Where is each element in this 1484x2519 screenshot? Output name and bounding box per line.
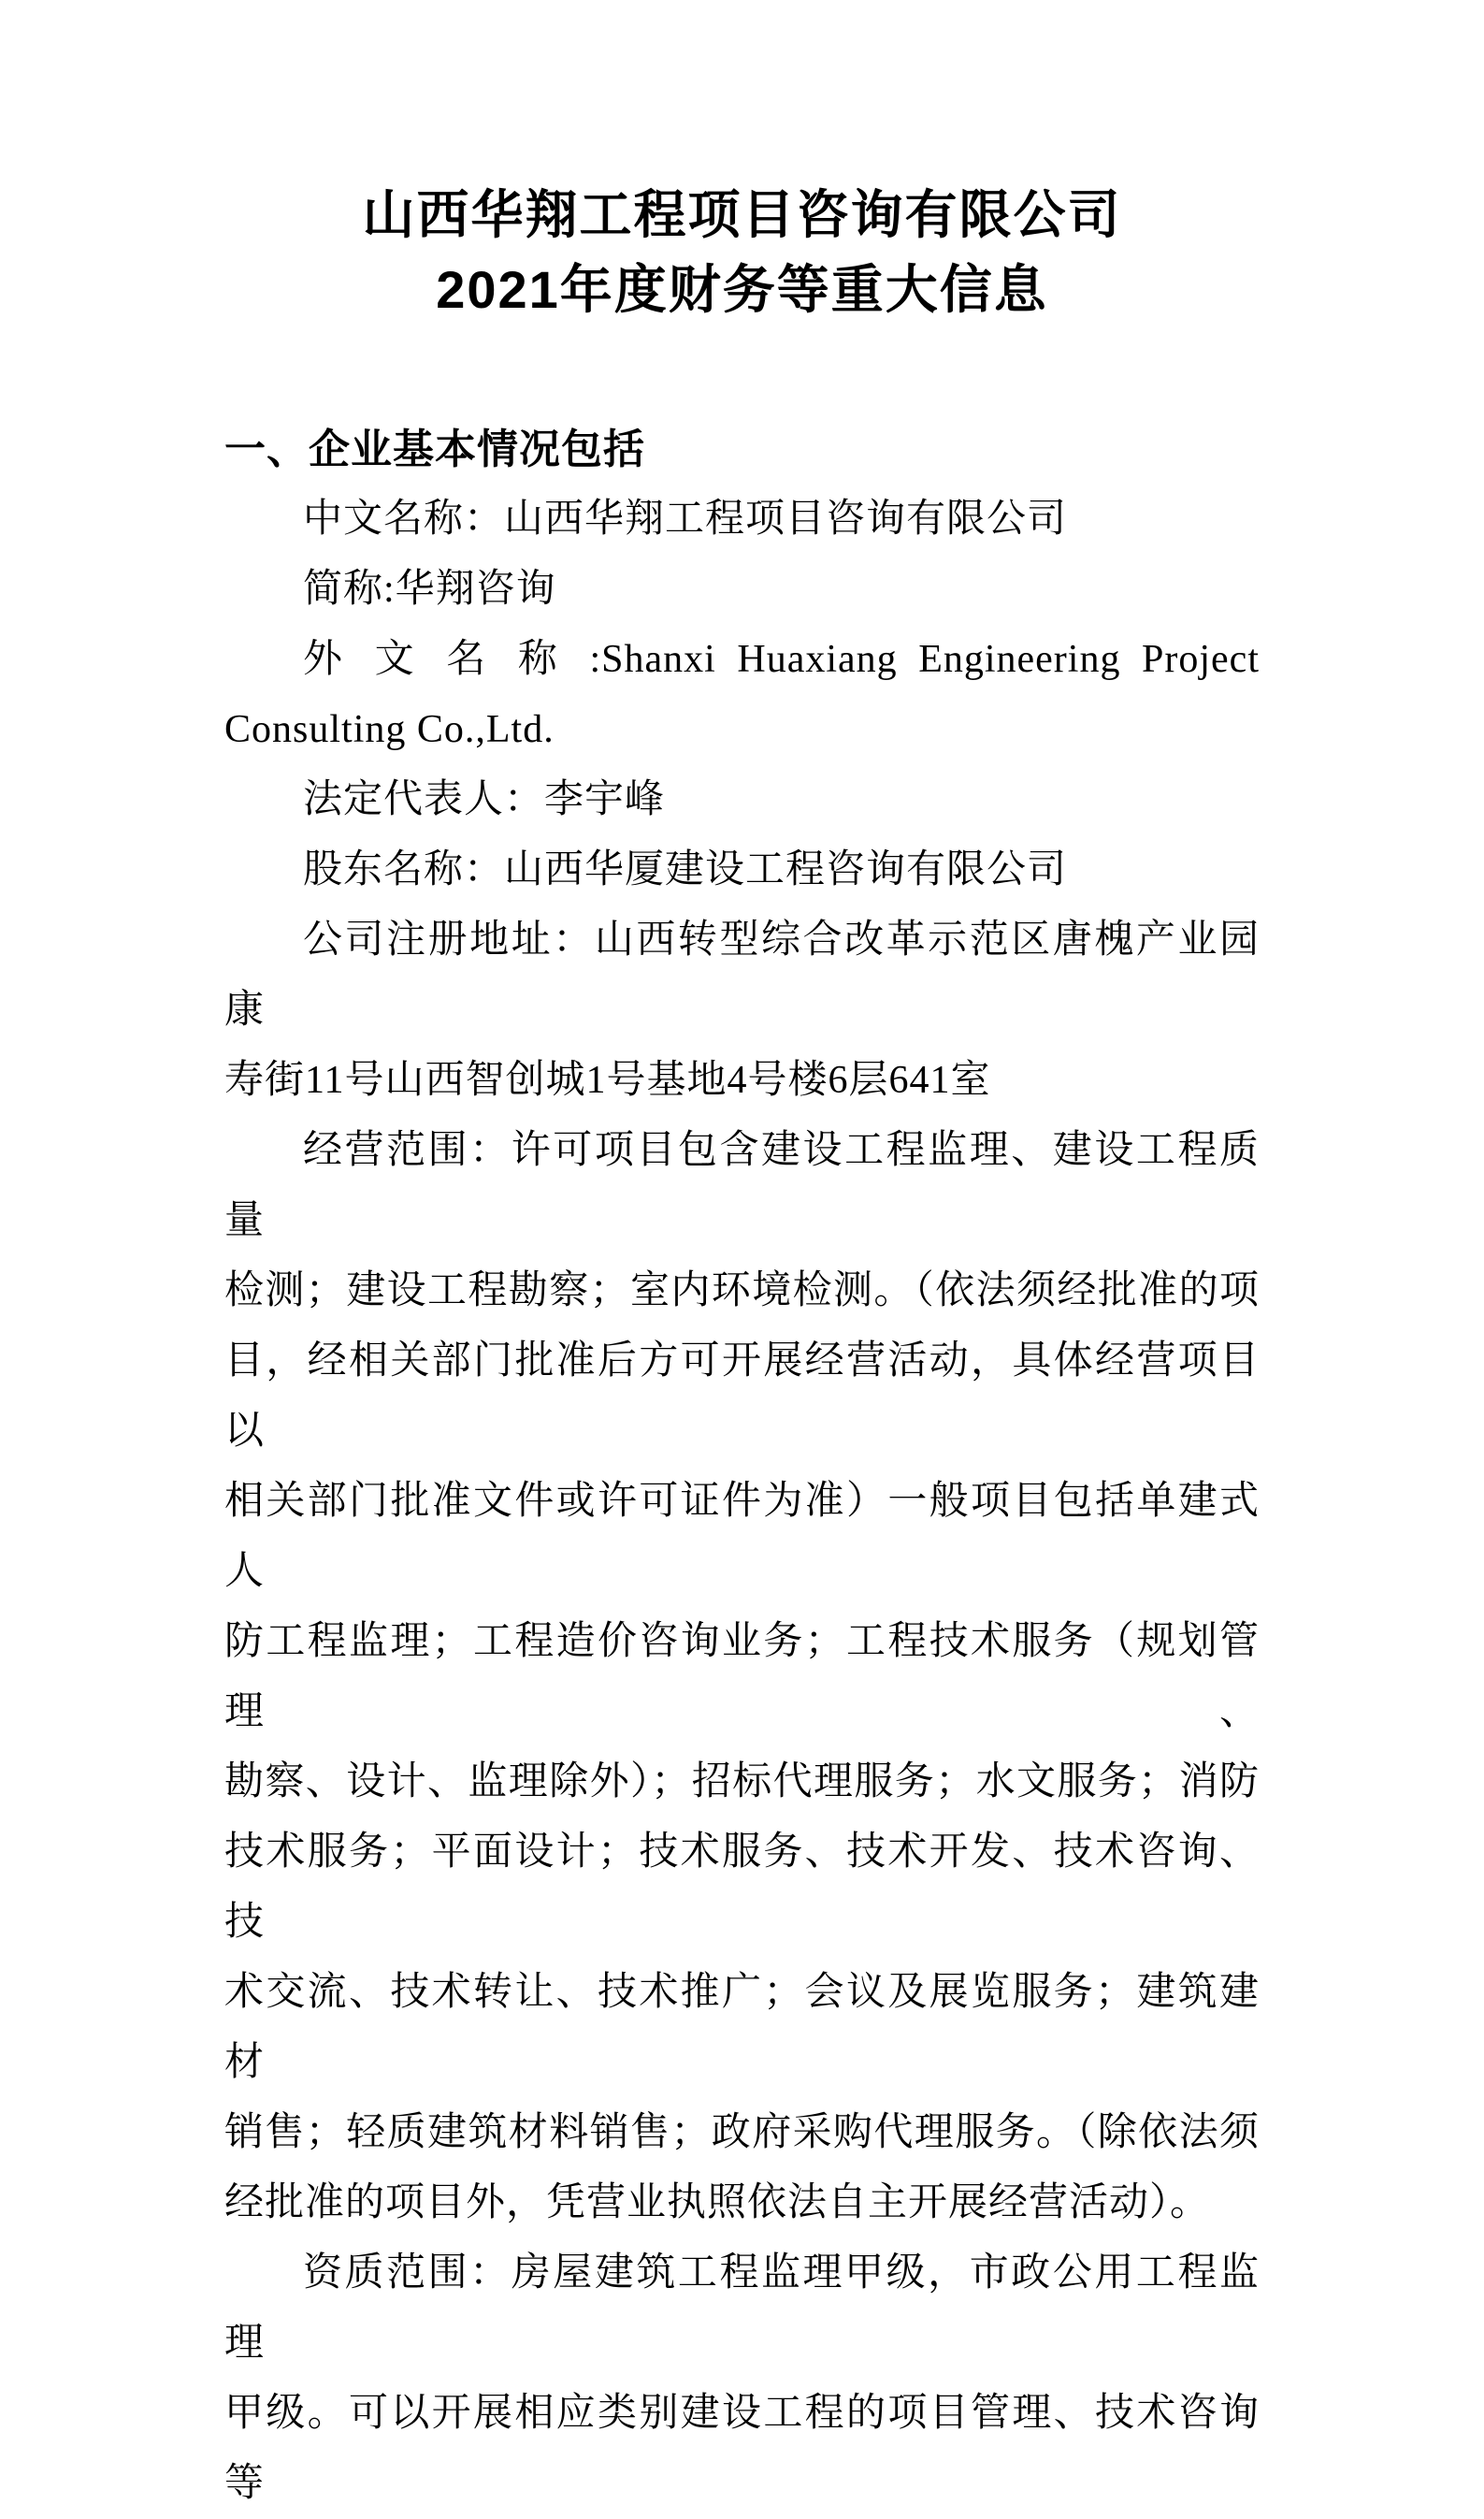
- line-business-scope-9: 销售；轻质建筑材料销售；政府采购代理服务。（除依法须: [224, 2111, 1260, 2154]
- line-business-scope-2: 检测；建设工程勘察；室内环境检测。（依法须经批准的项: [224, 1269, 1260, 1312]
- line-chinese-name: 中文名称：山西华翔工程项目咨询有限公司: [303, 498, 1068, 541]
- line-business-scope-1: 经营范围：许可项目包含建设工程监理、建设工程质量: [224, 1129, 1260, 1242]
- line-business-scope-6: 勘察、设计、监理除外）；招标代理服务；水文服务；消防: [224, 1760, 1260, 1803]
- document-title: [224, 0, 1260, 327]
- line-short-name: 简称:华翔咨询: [303, 568, 556, 611]
- line-english-name-2: Consulting Co.,Ltd.: [224, 708, 555, 751]
- section-heading: 一、企业基本情况包括: [224, 427, 645, 472]
- line-registered-address-1: 公司注册地址：山西转型综合改革示范区唐槐产业园康: [224, 919, 1260, 1032]
- line-business-scope-7: 技术服务；平面设计；技术服务、技术开发、技术咨询、技: [224, 1831, 1260, 1944]
- line-legal-representative: 法定代表人：李宇峰: [303, 778, 666, 821]
- line-business-scope-8: 术交流、技术转让、技术推广；会议及展览服务；建筑建材: [224, 1971, 1260, 2084]
- line-business-scope-5: 防工程监理；工程造价咨询业务；工程技术服务（规划管理、: [224, 1620, 1260, 1733]
- line-qualification-scope-1: 资质范围：房屋建筑工程监理甲级，市政公用工程监理: [224, 2251, 1260, 2365]
- line-business-scope-10: 经批准的项目外，凭营业执照依法自主开展经营活动）。: [224, 2181, 1211, 2224]
- line-shareholder-name: 股东名称：山西华厦建设工程咨询有限公司: [303, 848, 1068, 891]
- document-content: [224, 0, 1260, 2519]
- line-english-name-1: 外 文 名 称 :Shanxi Huaxiang Engineering Project: [303, 638, 1260, 681]
- document-title-line-2: 2021年度财务等重大信息: [436, 260, 1048, 319]
- line-business-scope-4: 相关部门批准文件或许可证件为准）一般项目包括单建式人: [224, 1480, 1260, 1593]
- line-business-scope-3: 目，经相关部门批准后方可开展经营活动，具体经营项目以: [224, 1339, 1260, 1453]
- line-registered-address-2: 寿街11号山西智创城1号基地4号楼6层641室: [224, 1059, 991, 1102]
- line-qualification-scope-2: 甲级。可以开展相应类别建设工程的项目管理、技术咨询等: [224, 2392, 1260, 2505]
- document-title-line-1: 山西华翔工程项目咨询有限公司: [362, 185, 1122, 244]
